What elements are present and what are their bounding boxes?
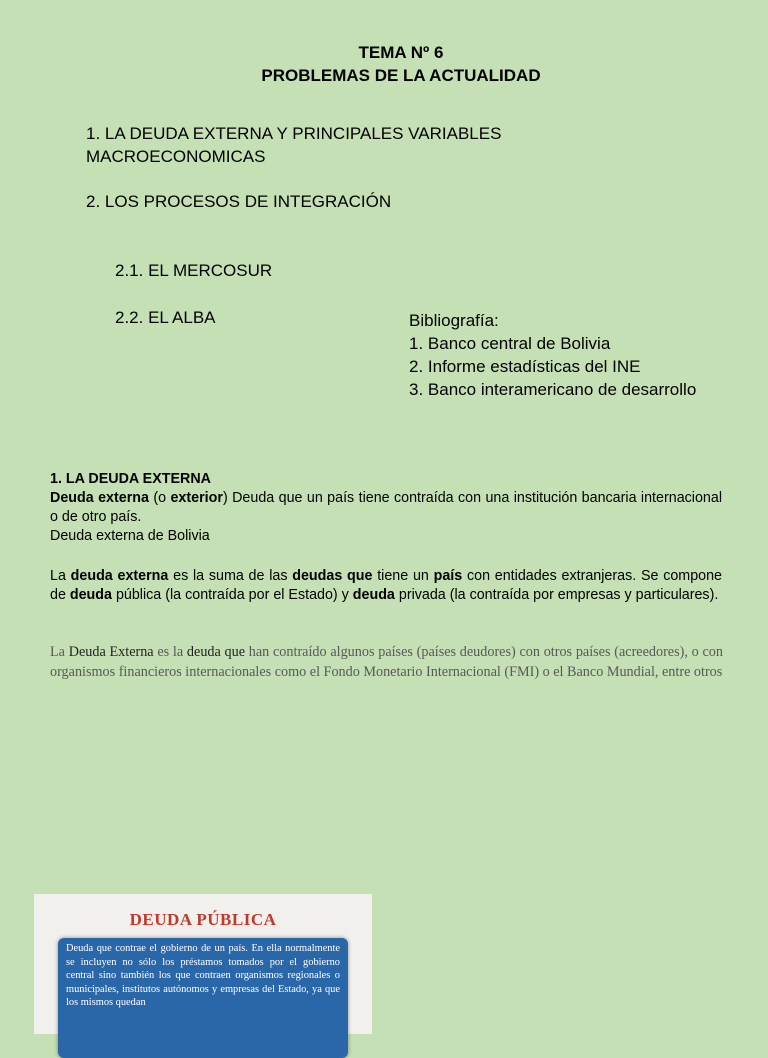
text: La xyxy=(50,644,69,660)
outline-item-2-1: 2.1. EL MERCOSUR xyxy=(115,261,273,280)
definition-paragraph xyxy=(50,489,722,527)
text: La xyxy=(50,568,71,584)
section-heading: 1. LA DEUDA EXTERNA xyxy=(50,471,211,487)
composition-paragraph xyxy=(50,567,722,605)
text: pública (la contraída por el Estado) y xyxy=(111,587,353,603)
section-debt xyxy=(50,470,722,546)
subtitle: Deuda externa de Bolivia xyxy=(50,528,210,544)
term: deuda que xyxy=(186,644,246,660)
quoted-definition xyxy=(50,643,723,682)
term: deuda xyxy=(69,587,112,603)
outline-item-1-continuation: MACROECONOMICAS xyxy=(86,147,266,166)
outline-item-2: 2. LOS PROCESOS DE INTEGRACIÓN xyxy=(86,192,392,211)
term: deuda externa xyxy=(70,568,169,584)
bibliography xyxy=(409,309,696,401)
term: deuda xyxy=(352,587,395,603)
page-title: PROBLEMAS DE LA ACTUALIDAD xyxy=(261,66,541,85)
card-title: DEUDA PÚBLICA xyxy=(129,910,277,929)
text: tiene un xyxy=(372,568,434,584)
term: Deuda externa xyxy=(50,490,149,506)
term: Deuda Externa xyxy=(68,644,154,660)
text: han contraído algunos países (países deudores) con otros países (acreedores), o con organismos financieros internacionales como el Fondo Monetario Internacional (FMI) o el Banco Mundial, entre otros xyxy=(50,644,723,680)
term: deudas que xyxy=(292,568,373,584)
text: (o xyxy=(148,490,171,506)
bibliography-item: 2. Informe estadísticas del INE xyxy=(409,357,641,376)
term: país xyxy=(433,568,463,584)
topic-number: TEMA Nº 6 xyxy=(358,43,444,62)
outline-item-2-2: 2.2. EL ALBA xyxy=(115,308,216,327)
text: es la suma de las xyxy=(168,568,293,584)
card-definition-box: Deuda que contrae el gobierno de un país. En ella normalmente se incluyen no sólo los préstamos tomados por el gobierno central sino también los que contraen organismos regionales o municipales, institutos autónomos y empresas del Estado, ya que los mismos quedan xyxy=(58,938,348,1058)
term: exterior xyxy=(170,490,223,506)
text: es la xyxy=(153,644,187,660)
outline-item-1-text: 1. LA DEUDA EXTERNA Y PRINCIPALES VARIABLES xyxy=(86,124,502,143)
bibliography-heading: Bibliografía: xyxy=(409,311,499,330)
bibliography-item: 1. Banco central de Bolivia xyxy=(409,334,611,353)
text: con entidades extranjeras. Se compone de xyxy=(50,568,723,603)
outline-item-1 xyxy=(86,122,501,168)
deuda-publica-image xyxy=(34,894,372,1034)
text: privada (la contraída por empresas y particulares). xyxy=(394,587,719,603)
text: ) Deuda que un país tiene contraída con una institución bancaria internacional o de otro país. xyxy=(50,490,722,525)
bibliography-item: 3. Banco interamericano de desarrollo xyxy=(409,380,697,399)
